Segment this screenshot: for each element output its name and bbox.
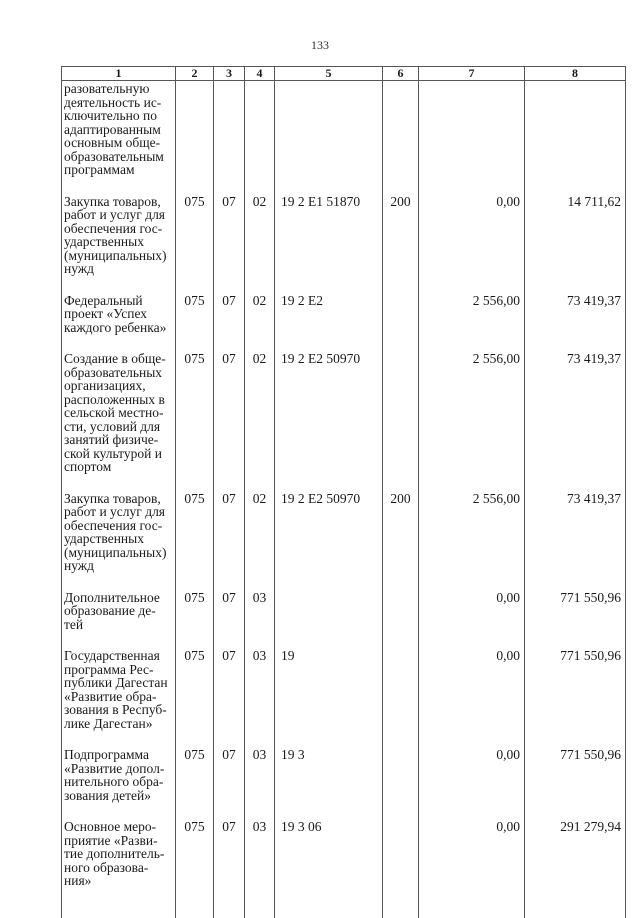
- cell-item-name: [62, 287, 176, 346]
- item-name-line: сельской местно-: [64, 405, 164, 420]
- cell-target-article: 19 2 E2: [275, 287, 383, 346]
- table-row: [62, 584, 626, 643]
- item-name-line: зования в Респуб-: [64, 702, 167, 717]
- item-name-line: ключительно по: [64, 108, 157, 123]
- item-name-line: Подпрограмма: [64, 747, 149, 762]
- cell-ministry-code: 075: [176, 642, 214, 741]
- table-row: [62, 485, 626, 584]
- item-name-line: Основное меро-: [64, 819, 157, 834]
- item-name-line: образовательных: [64, 364, 163, 380]
- cell-amount-col7: 0,00: [419, 741, 525, 813]
- item-name-line: нительного обра-: [64, 774, 164, 789]
- column-header: 1: [62, 67, 176, 81]
- item-name-line: программам: [64, 162, 135, 177]
- cell-item-name: [62, 345, 176, 485]
- cell-target-article: [275, 584, 383, 643]
- item-name-line: тие дополнитель-: [64, 846, 165, 861]
- cell-target-article: 19 3 06: [275, 813, 383, 918]
- cell-item-name: [62, 584, 176, 643]
- item-name-line: нужд: [64, 261, 94, 276]
- cell-amount-col7: 0,00: [419, 642, 525, 741]
- item-name-line: основным обще-: [64, 135, 161, 150]
- cell-item-name: [62, 485, 176, 584]
- cell-amount-col7: 0,00: [419, 813, 525, 918]
- cell-expense-type: 200: [383, 188, 419, 287]
- cell-expense-type: [383, 813, 419, 918]
- item-name-line: (муниципальных): [64, 544, 167, 560]
- table-body: [62, 81, 626, 918]
- table-header-row: [62, 67, 626, 81]
- cell-ministry-code: 075: [176, 741, 214, 813]
- table-row: [62, 287, 626, 346]
- item-name-line: программа Рес-: [64, 661, 154, 677]
- item-name-line: Создание в обще-: [64, 351, 166, 366]
- table-row: [62, 345, 626, 485]
- item-name-line: Закупка товаров,: [64, 193, 161, 209]
- cell-item-name: [62, 642, 176, 741]
- item-name-line: проект «Успех: [64, 306, 148, 321]
- item-name-line: ного образова-: [64, 859, 149, 875]
- cell-subsection: 02: [245, 287, 275, 346]
- cell-subsection: 03: [245, 584, 275, 643]
- cell-expense-type: [383, 287, 419, 346]
- item-name-line: занятий физиче-: [64, 432, 159, 447]
- cell-subsection: 02: [245, 485, 275, 584]
- item-name-line: спортом: [64, 459, 112, 474]
- cell-section: [214, 81, 245, 188]
- column-header: 5: [275, 67, 383, 81]
- item-name-line: обеспечения гос-: [64, 220, 163, 236]
- item-name-line: ударственных: [64, 531, 144, 546]
- cell-ministry-code: 075: [176, 345, 214, 485]
- cell-section: 07: [214, 741, 245, 813]
- cell-ministry-code: 075: [176, 287, 214, 346]
- cell-expense-type: 200: [383, 485, 419, 584]
- item-name-line: ния»: [64, 873, 92, 888]
- item-name-line: нужд: [64, 558, 94, 573]
- table-row: [62, 188, 626, 287]
- item-name-line: работ и услуг для: [64, 207, 166, 222]
- item-name-line: деятельность ис-: [64, 94, 162, 110]
- cell-amount-col8: [525, 81, 626, 188]
- cell-section: 07: [214, 345, 245, 485]
- cell-subsection: 02: [245, 345, 275, 485]
- cell-ministry-code: 075: [176, 485, 214, 584]
- item-name-line: «Развитие обра-: [64, 688, 157, 704]
- column-header: 3: [214, 67, 245, 81]
- item-name-line: публики Дагестан: [64, 675, 168, 690]
- page-number: 133: [311, 38, 329, 52]
- cell-item-name: [62, 813, 176, 918]
- cell-amount-col8: 73 419,37: [525, 287, 626, 346]
- cell-target-article: 19 2 E2 50970: [275, 345, 383, 485]
- cell-target-article: 19 2 E1 51870: [275, 188, 383, 287]
- cell-amount-col8: 73 419,37: [525, 345, 626, 485]
- cell-target-article: 19 2 E2 50970: [275, 485, 383, 584]
- cell-amount-col7: [419, 81, 525, 188]
- item-name-line: организациях,: [64, 378, 146, 393]
- cell-amount-col8: 771 550,96: [525, 584, 626, 643]
- cell-item-name: [62, 188, 176, 287]
- cell-ministry-code: [176, 81, 214, 188]
- item-name-line: Закупка товаров,: [64, 490, 161, 506]
- column-header: 2: [176, 67, 214, 81]
- column-header: 8: [525, 67, 626, 81]
- cell-item-name: [62, 741, 176, 813]
- cell-expense-type: [383, 642, 419, 741]
- cell-subsection: 03: [245, 813, 275, 918]
- cell-subsection: 03: [245, 741, 275, 813]
- item-name-line: приятие «Разви-: [64, 832, 158, 848]
- column-header: 4: [245, 67, 275, 81]
- cell-expense-type: [383, 345, 419, 485]
- item-name-line: тей: [64, 616, 84, 632]
- item-name-line: расположенных в: [64, 391, 165, 407]
- cell-target-article: [275, 81, 383, 188]
- table-row: [62, 813, 626, 918]
- cell-section: 07: [214, 813, 245, 918]
- budget-table: [61, 66, 626, 918]
- item-name-line: ударственных: [64, 234, 144, 249]
- cell-section: 07: [214, 584, 245, 643]
- item-name-line: образование де-: [64, 603, 156, 618]
- cell-amount-col8: 291 279,94: [525, 813, 626, 918]
- item-name-line: ской культурой и: [64, 445, 162, 461]
- item-name-line: «Развитие допол-: [64, 760, 165, 776]
- cell-amount-col7: 2 556,00: [419, 287, 525, 346]
- item-name-line: обеспечения гос-: [64, 517, 163, 533]
- cell-expense-type: [383, 741, 419, 813]
- table-row: [62, 81, 626, 188]
- cell-amount-col7: 0,00: [419, 584, 525, 643]
- cell-subsection: 02: [245, 188, 275, 287]
- column-header: 7: [419, 67, 525, 81]
- cell-expense-type: [383, 81, 419, 188]
- cell-amount-col7: 0,00: [419, 188, 525, 287]
- cell-target-article: 19 3: [275, 741, 383, 813]
- cell-amount-col8: 771 550,96: [525, 642, 626, 741]
- table-row: [62, 642, 626, 741]
- item-name-line: работ и услуг для: [64, 504, 166, 519]
- item-name-line: образовательным: [64, 148, 164, 164]
- cell-expense-type: [383, 584, 419, 643]
- cell-item-name: [62, 81, 176, 188]
- cell-section: 07: [214, 188, 245, 287]
- cell-subsection: 03: [245, 642, 275, 741]
- cell-ministry-code: 075: [176, 188, 214, 287]
- cell-section: 07: [214, 485, 245, 584]
- cell-amount-col8: 771 550,96: [525, 741, 626, 813]
- cell-ministry-code: 075: [176, 584, 214, 643]
- cell-section: 07: [214, 287, 245, 346]
- item-name-line: Федеральный: [64, 292, 143, 308]
- cell-amount-col8: 14 711,62: [525, 188, 626, 287]
- cell-subsection: [245, 81, 275, 188]
- item-name-line: лике Дагестан»: [64, 715, 153, 731]
- item-name-line: Дополнительное: [64, 589, 160, 605]
- item-name-line: зования детей»: [64, 787, 151, 803]
- item-name-line: разовательную: [64, 81, 150, 96]
- item-name-line: каждого ребенка»: [64, 319, 167, 335]
- cell-amount-col8: 73 419,37: [525, 485, 626, 584]
- cell-ministry-code: 075: [176, 813, 214, 918]
- item-name-line: (муниципальных): [64, 247, 167, 263]
- cell-amount-col7: 2 556,00: [419, 345, 525, 485]
- column-header: 6: [383, 67, 419, 81]
- item-name-line: адаптированным: [64, 121, 161, 137]
- item-name-line: Государственная: [64, 648, 160, 663]
- cell-section: 07: [214, 642, 245, 741]
- cell-target-article: 19: [275, 642, 383, 741]
- cell-amount-col7: 2 556,00: [419, 485, 525, 584]
- table-row: [62, 741, 626, 813]
- item-name-line: сти, условий для: [64, 418, 161, 434]
